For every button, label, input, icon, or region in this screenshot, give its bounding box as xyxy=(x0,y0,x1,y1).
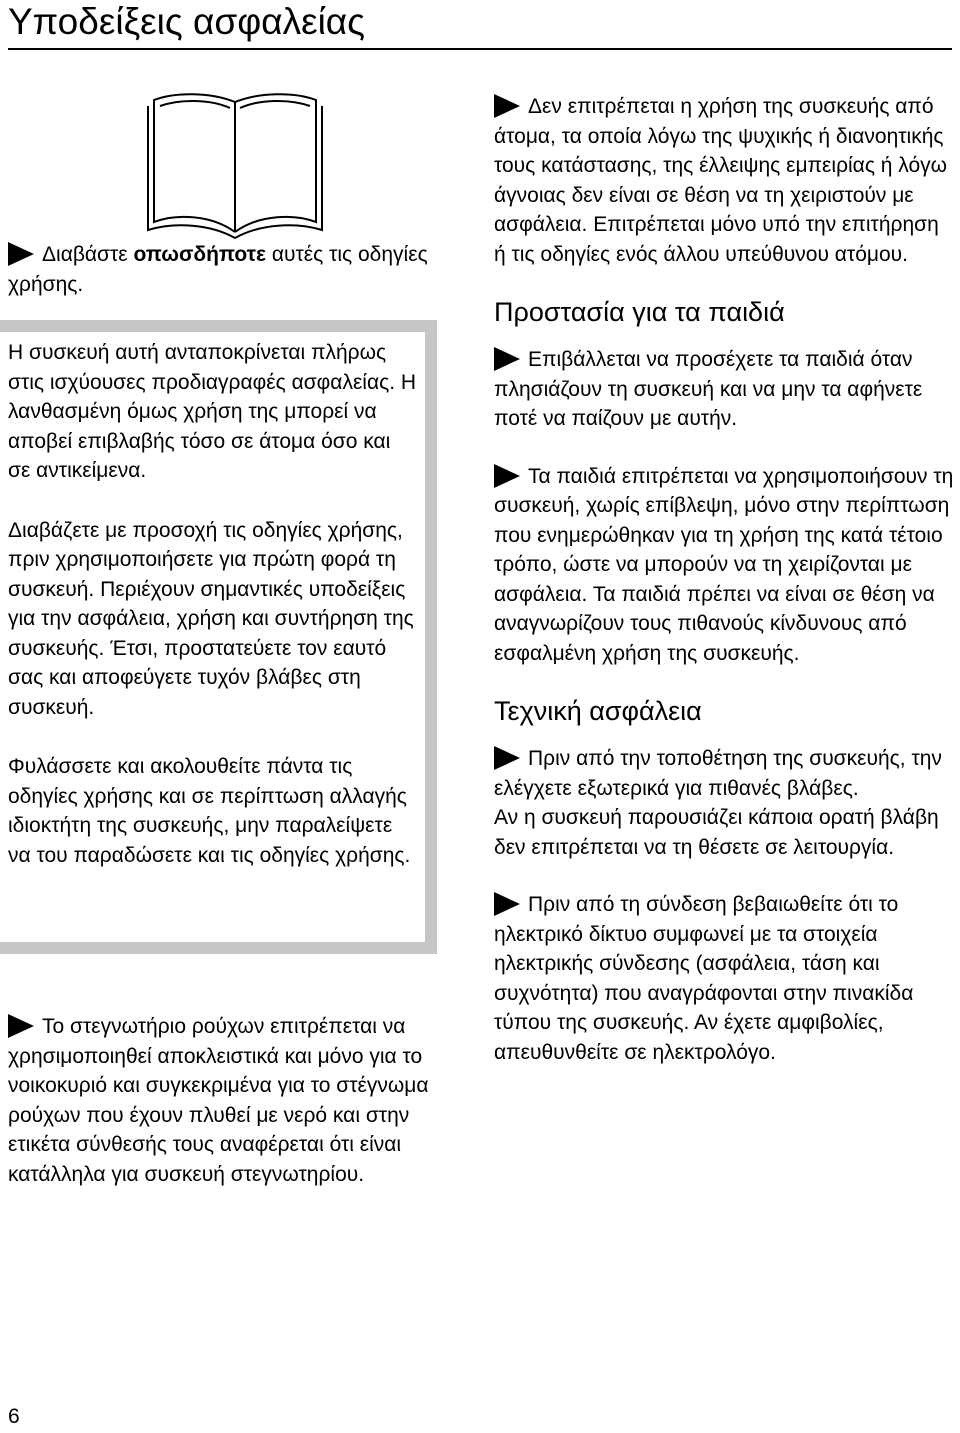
list-item: Πριν από την τοποθέτηση της συσκευής, την ελέγχετε εξωτερικά για πιθανές βλάβες. xyxy=(494,747,942,800)
section-heading-children: Προστασία για τα παιδιά xyxy=(494,297,785,327)
list-item: Το στεγνωτήριο ρούχων επιτρέπεται να χρησιμοποιηθεί αποκλειστικά και μόνο για το νοικοκυριό και συγκεκριμένα για το στέγνωμα ρούχων που έχουν πλυθεί με νερό και στην ετικέτα σύνθεσής τους αναφέρεται ότι είναι κατάλληλα για συσκευή στεγνωτηρίου. xyxy=(8,1015,429,1186)
triangle-bullet-icon xyxy=(494,746,520,770)
right-column xyxy=(494,92,954,1067)
notice-paragraph: Διαβάζετε με προσοχή τις οδηγίες χρήσης, πριν χρησιμοποιήσετε για πρώτη φορά τη συσκευή. Περιέχουν σημαντικές υποδείξεις για την ασφάλεια, χρήση και συντήρηση της συσκευής. Έτσι, προστατεύετε τον εαυτό σας και αποφεύγετε τυχόν βλάβες στη συσκευή. xyxy=(8,518,414,719)
triangle-bullet-icon xyxy=(494,464,520,488)
notice-paragraph: Φυλάσσετε και ακολουθείτε πάντα τις οδηγίες χρήσης και σε περίπτωση αλλαγής ιδιοκτήτη της συσκευής, μην παραλείψετε να του παραδώσετε και τις οδηγίες χρήσης. xyxy=(8,755,411,867)
dryer-intended-use xyxy=(8,1012,468,1189)
intro-read-instructions xyxy=(8,240,468,299)
open-book-icon xyxy=(140,82,330,242)
notice-box xyxy=(8,338,418,900)
emphasis: οπωσδήποτε xyxy=(133,243,266,266)
triangle-bullet-icon xyxy=(494,892,520,916)
page-number: 6 xyxy=(8,1405,20,1428)
triangle-bullet-icon xyxy=(8,1014,34,1038)
list-item-continuation: Αν η συσκευή παρουσιάζει κάποια ορατή βλάβη δεν επιτρέπεται να τη θέσετε σε λειτουργία. xyxy=(494,806,939,859)
list-item: Δεν επιτρέπεται η χρήση της συσκευής από άτομα, τα οποία λόγω της ψυχικής ή διανοητικής τους κατάστασης, της έλλειψης εμπειρίας ή λόγω άγνοιας δεν είναι σε θέση να τη χειριστούν με ασφάλεια. Επιτρέπεται μόνο υπό την επιτήρηση ή τις οδηγίες ενός άλλου υπεύθυνου ατόμου. xyxy=(494,95,948,266)
notice-paragraph: Η συσκευή αυτή ανταποκρίνεται πλήρως στις ισχύουσες προδιαγραφές ασφαλείας. Η λανθασμένη όμως χρήση της μπορεί να αποβεί επιβλαβής τόσο σε άτομα όσο και σε αντικείμενα. xyxy=(8,341,417,482)
list-item: Επιβάλλεται να προσέχετε τα παιδιά όταν πλησιάζουν τη συσκευή και να μην τα αφήνετε ποτέ να παίζουν με αυτήν. xyxy=(494,348,923,430)
list-item: Τα παιδιά επιτρέπεται να χρησιμοποιήσουν τη συσκευή, χωρίς επίβλεψη, μόνο στην περίπτωση που ενημερώθηκαν για τη χρήση της κατά τέτοιο τρόπο, ώστε να μπορούν να τη χειρίζονται με ασφάλεια. Τα παιδιά πρέπει να είναι σε θέση να αναγνωρίζουν τους πιθανούς κίνδυνους από εσφαλμένη χρήση της συσκευής. xyxy=(494,464,954,665)
page-title: Υποδείξεις ασφαλείας xyxy=(8,0,952,50)
triangle-bullet-icon xyxy=(494,347,520,371)
list-item: Πριν από τη σύνδεση βεβαιωθείτε ότι το ηλεκτρικό δίκτυο συμφωνεί με τα στοιχεία ηλεκτρικής σύνδεσης (ασφάλεια, τάση και συχνότητα) που αναγράφονται στην πινακίδα τύπου της συσκευής. Αν έχετε αμφιβολίες, απευθυνθείτε σε ηλεκτρολόγο. xyxy=(494,893,914,1064)
section-heading-technical: Τεχνική ασφάλεια xyxy=(494,696,702,726)
triangle-bullet-icon xyxy=(494,94,520,118)
list-item: Διαβάστε οπωσδήποτε αυτές τις οδηγίες χρήσης. xyxy=(8,243,428,296)
triangle-bullet-icon xyxy=(8,242,34,266)
